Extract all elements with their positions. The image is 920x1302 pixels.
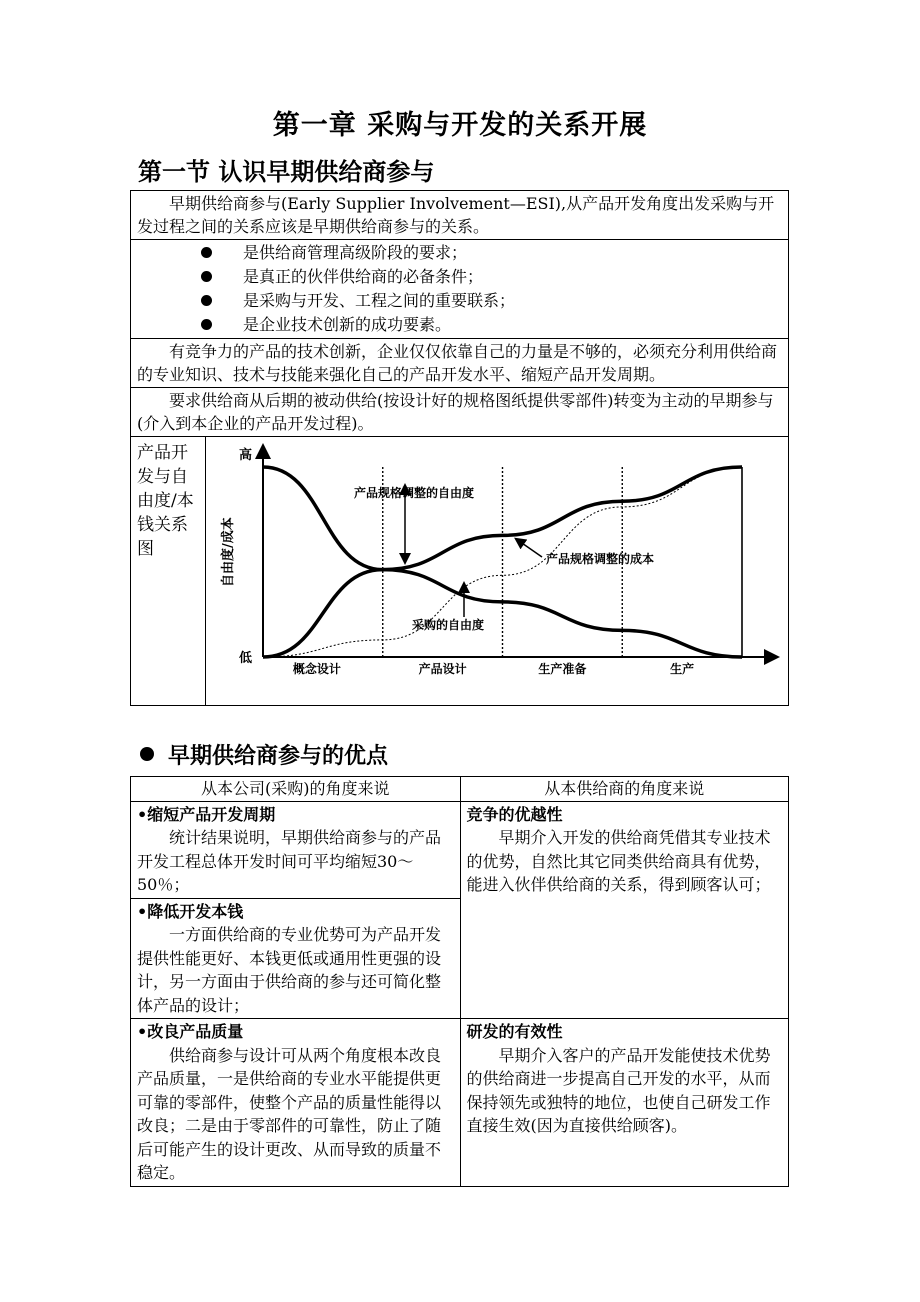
chapter-title: 第一章 采购与开发的关系开展: [272, 110, 648, 141]
item-body: 供给商参与设计可从两个角度根本改良产品质量，一是供给商的专业水平能提供更可靠的零部件，使整个产品的质量性能得以改良；二是由于零部件的可靠性，防止了随后可能产生的设计更改、从而导致的质量不稳定。: [137, 1045, 442, 1182]
freedom-cost-chart: [206, 437, 784, 699]
bullet-icon: [201, 319, 212, 330]
column-header-company: 从本公司(采购)的角度来说: [131, 777, 461, 802]
y-low-label: 低: [239, 651, 253, 666]
item-title: 竞争的优越性: [466, 804, 563, 824]
x-tick-label: 概念设计: [292, 662, 341, 676]
item-title: •降低开发本钱: [137, 901, 244, 921]
supplier-item-competitive: [460, 801, 789, 1019]
y-high-label: 高: [239, 448, 253, 463]
bullet-icon: [201, 247, 212, 258]
company-item-quality: [131, 1019, 461, 1187]
item-body: 一方面供给商的专业优势可为产品开发提供性能更好、本钱更低或通用性更强的设计，另一方面由于供给商的参与还可简化整体产品的设计；: [137, 925, 442, 1015]
list-item: [137, 241, 786, 265]
supplier-item-rnd: [460, 1019, 789, 1187]
x-tick-label: 生产: [670, 662, 695, 676]
list-item: [137, 265, 786, 289]
advantages-heading-text: 早期供给商参与的优点: [168, 743, 389, 769]
bullet-list: [137, 241, 786, 337]
y-axis-label: 自由度/成本: [221, 517, 236, 587]
list-item: [137, 289, 786, 313]
bullet-text: 是企业技术创新的成功要素。: [243, 315, 452, 334]
annotation-spec-cost: 产品规格调整的成本: [546, 552, 655, 566]
item-title: •改良产品质量: [137, 1022, 244, 1041]
item-body: 统计结果说明，早期供给商参与的产品开发工程总体开发时间可平均缩短30～50％；: [137, 828, 442, 894]
advantages-table: [130, 776, 789, 1187]
item-body: 早期介入客户的产品开发能使技术优势的供给商进一步提高自己开发的水平，从而保持领先或独特的地位，也使自己研发工作直接生效(因为直接供给顾客)。: [466, 1045, 771, 1135]
annotation-purchase-freedom: 采购的自由度: [412, 618, 485, 632]
paragraph-1: 有竞争力的产品的技术创新，企业仅仅依靠自己的力量是不够的，必须充分利用供给商的专业知识、技术与技能来强化自己的产品开发水平、缩短产品开发周期。: [131, 339, 789, 388]
bullet-text: 是采购与开发、工程之间的重要联系；: [243, 291, 516, 310]
item-title: •缩短产品开发周期: [137, 804, 276, 824]
chart-side-label: 产品开发与自由度/本钱关系图: [131, 437, 206, 706]
company-item-cycle: [131, 801, 461, 898]
x-tick-label: 产品设计: [418, 662, 467, 676]
list-item: [137, 313, 786, 337]
bullet-icon: [201, 295, 212, 306]
bullet-text: 是供给商管理高级阶段的要求；: [243, 243, 468, 262]
column-header-supplier: 从本供给商的角度来说: [460, 777, 789, 802]
section-title: 第一节 认识早期供给商参与: [138, 157, 435, 186]
advantages-heading: [140, 739, 388, 770]
paragraph-2: 要求供给商从后期的被动供给(按设计好的规格图纸提供零部件)转变为主动的早期参与(介入到本企业的产品开发过程)。: [131, 388, 789, 437]
item-title: 研发的有效性: [466, 1022, 563, 1041]
bullet-icon: [201, 271, 212, 282]
definition-cell: 早期供给商参与(Early Supplier Involvement—ESI),从产品开发角度出发采购与开发过程之间的关系应该是早期供给商参与的关系。: [131, 191, 789, 240]
annotation-spec-freedom: 产品规格调整的自由度: [354, 486, 475, 500]
chart-cell: [206, 437, 789, 706]
esi-intro-table: [130, 190, 789, 706]
bullet-text: 是真正的伙伴供给商的必备条件；: [243, 267, 484, 286]
item-body: 早期介入开发的供给商凭借其专业技术的优势，自然比其它同类供给商具有优势，能进入伙伴供给商的关系，得到顾客认可；: [466, 828, 771, 894]
annotation-arrow: [519, 541, 542, 557]
bullet-cell: [131, 240, 789, 339]
x-tick-label: 生产准备: [538, 662, 587, 676]
company-item-cost: [131, 898, 461, 1019]
bullet-icon: [140, 747, 154, 761]
